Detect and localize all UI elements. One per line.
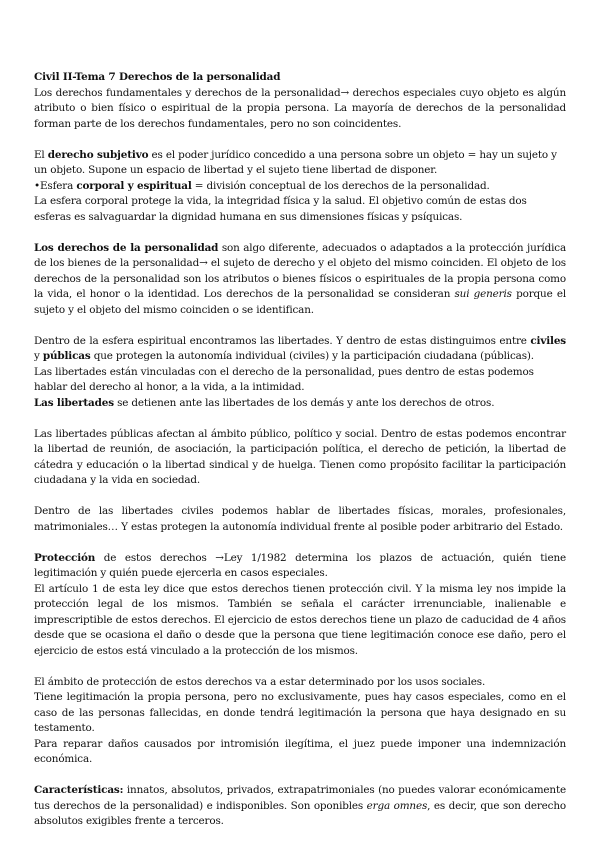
paragraph-legitimacion: Tiene legitimación la propia persona, pero no exclusivamente, pues hay casos especiales, como en el caso de las personas fallecidas, en donde tendrá legitimación la persona que haya designado en su testamento. [34, 691, 566, 734]
document-title: Civil II-Tema 7 Derechos de la personalidad [34, 71, 281, 83]
paragraph-caracteristicas: Características: innatos, absolutos, privados, extrapatrimoniales (no puedes valorar económicamente tus derechos de la personalidad) e indisponibles. Son oponibles erga omnes, es decir, que son derecho absolutos exigibles frente a terceros. [34, 784, 566, 827]
paragraph-libertades-limite: Las libertades se detienen ante las libertades de los demás y ante los derechos de otros. [34, 396, 495, 409]
document-body [34, 70, 566, 830]
spacer [34, 659, 566, 675]
spacer [34, 318, 566, 334]
paragraph-articulo-1: El artículo 1 de esta ley dice que estos derechos tienen protección civil. Y la misma ley nos impide la protección legal de los mismos. También se señala el carácter irrenunciable, inalienable e imprescriptible de estos derechos. El ejercicio de estos derechos tiene un plazo de caducidad de 4 años desde que se ocasiona el daño o desde que la persona que tiene legitimación conoce ese daño, pero el ejercicio de estos está vinculado a la protección de los mismos. [34, 582, 566, 657]
paragraph-libertades-publicas: Las libertades públicas afectan al ámbito público, político y social. Dentro de estas podemos encontrar la libertad de reunión, de asociación, la participación política, el derecho de petición, la libertad de cátedra y educación o la libertad sindical y de huelga. Tienen como propósito facilitar la participación ciudadana y la vida en sociedad. [34, 427, 566, 486]
spacer [34, 411, 566, 427]
spacer [34, 768, 566, 784]
paragraph-esfera-espiritual: Dentro de la esfera espiritual encontramos las libertades. Y dentro de estas distinguimos entre civiles y públicas que protegen la autonomía individual (civiles) y la participación ciudadana (públicas). [34, 334, 566, 362]
paragraph-indemnizacion: Para reparar daños causados por intromisión ilegítima, el juez puede imponer una indemnización económica. [34, 737, 566, 765]
paragraph-esfera-corporal: La esfera corporal protege la vida, la integridad física y la salud. El objetivo común de estas dos esferas es salvaguardar la dignidad humana en sus dimensiones físicas y psíquicas. [34, 195, 527, 223]
spacer [34, 132, 566, 148]
paragraph-libertades-vinculadas: Las libertades están vinculadas con el derecho de la personalidad, pues dentro de estas podemos hablar del derecho al honor, a la vida, a la intimidad. [34, 365, 534, 393]
paragraph-libertades-civiles: Dentro de las libertades civiles podemos hablar de libertades físicas, morales, profesionales, matrimoniales… Y estas protegen la autonomía individual frente al posible poder arbitrario del Estado. [34, 505, 566, 533]
spacer [34, 225, 566, 241]
paragraph-derecho-subjetivo: El derecho subjetivo es el poder jurídico concedido a una persona sobre un objeto = hay un sujeto y un objeto. Supone un espacio de libertad y el sujeto tiene libertad de disponer. [34, 148, 557, 176]
spacer [34, 535, 566, 551]
paragraph-intro: Los derechos fundamentales y derechos de la personalidad→ derechos especiales cuyo objeto es algún atributo o bien físico o espiritual de la propia persona. La mayoría de derechos de la personalidad forman parte de los derechos fundamentales, pero no son coincidentes. [34, 86, 566, 130]
paragraph-proteccion: Protección de estos derechos →Ley 1/1982 determina los plazos de actuación, quién tiene legitimación y quién puede ejercerla en casos especiales. [34, 551, 566, 579]
paragraph-derechos-personalidad: Los derechos de la personalidad son algo diferente, adecuados o adaptados a la protección jurídica de los bienes de la personalidad→ el sujeto de derecho y el objeto del mismo coinciden. El objeto de los derechos de la personalidad son los atributos o bienes físicos o espirituales de la propia persona como la vida, el honor o la identidad. Los derechos de la personalidad se consideran sui generis porque el sujeto y el objeto del mismo coinciden o se identifican. [34, 241, 567, 316]
paragraph-ambito: El ámbito de protección de estos derechos va a estar determinado por los usos sociales. [34, 675, 486, 688]
paragraph-esfera: •Esfera corporal y espiritual = división conceptual de los derechos de la personalidad. [34, 179, 490, 192]
spacer [34, 489, 566, 505]
